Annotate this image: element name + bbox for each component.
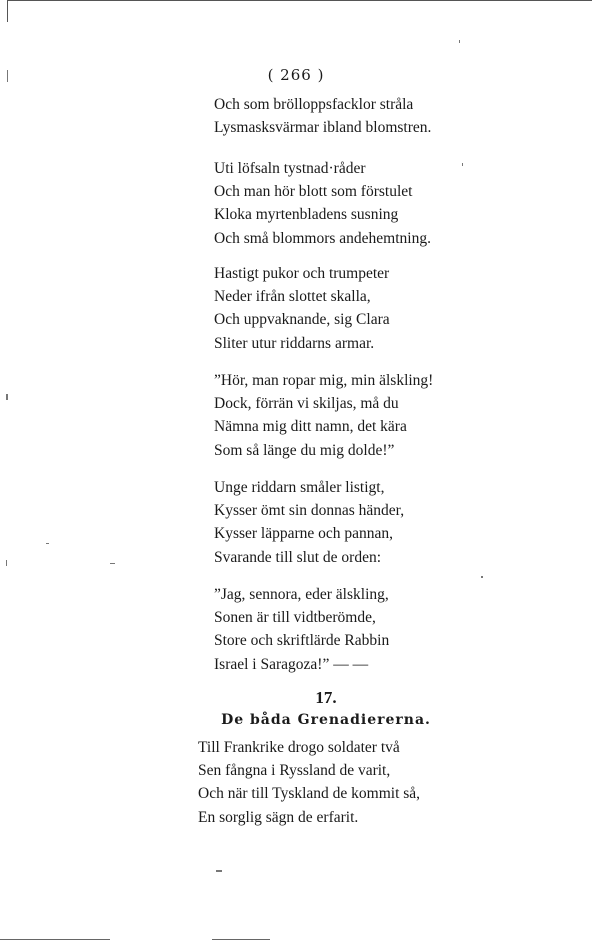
verse-line: ”Hör, man ropar mig, min älskling!: [214, 372, 434, 389]
scan-speck: [7, 70, 8, 82]
scan-speck: [459, 40, 460, 43]
stanza-2: [214, 157, 431, 250]
verse-line: Lysmasksvärmar ibland blomstren.: [214, 119, 432, 137]
verse-line: Till Frankrike drogo soldater två: [198, 739, 400, 756]
poem-title: De båda Grenadiererna.: [221, 712, 431, 728]
verse-line: En sorglig sägn de erfarit.: [198, 808, 359, 826]
verse-line: Nämna mig ditt namn, det kära: [214, 418, 407, 436]
page-border-left: [7, 0, 8, 22]
verse-line: Svarande till slut de orden:: [214, 548, 382, 566]
verse-line: Och man hör blott som förstulet: [214, 183, 413, 201]
scan-speck: [462, 163, 463, 166]
verse-line: Som så länge du mig dolde!”: [214, 441, 395, 459]
verse-line: Och när till Tyskland de kommit så,: [198, 785, 421, 803]
scan-speck: [481, 576, 483, 578]
verse-line: Sliter utur riddarns armar.: [214, 334, 375, 352]
verse-line: Unge riddarn småler listigt,: [214, 479, 385, 496]
poem-number: 17.: [315, 688, 337, 707]
verse-line: Och små blommors andehemtning.: [214, 229, 431, 247]
verse-line: Och som brölloppsfacklor stråla: [214, 96, 414, 113]
scan-speck: [46, 543, 49, 544]
verse-line: Uti löfsaln tystnad·råder: [214, 160, 366, 177]
stanza-3: [214, 262, 390, 355]
verse-line: Dock, förrän vi skiljas, må du: [214, 395, 399, 413]
stanza-5: [214, 476, 404, 569]
verse-line: Sen fångna i Ryssland de varit,: [198, 762, 391, 780]
verse-line: Och uppvaknande, sig Clara: [214, 311, 390, 329]
stanza-7: [198, 736, 420, 829]
scan-speck: [216, 870, 222, 872]
scan-speck: [6, 560, 7, 566]
stanza-4: [214, 369, 433, 462]
stanza-1: [214, 93, 431, 139]
verse-line: Kysser ömt sin donnas händer,: [214, 502, 405, 520]
verse-line: ”Jag, sennora, eder älskling,: [214, 586, 389, 603]
verse-line: Israel i Saragoza!” — —: [214, 655, 369, 673]
scan-edge-line: [0, 939, 110, 940]
page-number: ( 266 ): [267, 66, 325, 84]
verse-line: Kysser läpparne och pannan,: [214, 525, 394, 543]
page-border-top: [8, 0, 592, 1]
verse-line: Store och skriftlärde Rabbin: [214, 632, 390, 650]
scan-edge-line: [212, 939, 270, 940]
scan-speck: [6, 394, 8, 400]
stanza-6: [214, 583, 389, 676]
verse-line: Hastigt pukor och trumpeter: [214, 265, 390, 282]
verse-line: Sonen är till vidtberömde,: [214, 609, 376, 627]
scan-speck: [110, 563, 115, 564]
verse-line: Kloka myrtenbladens susning: [214, 206, 399, 224]
verse-line: Neder ifrån slottet skalla,: [214, 288, 371, 306]
